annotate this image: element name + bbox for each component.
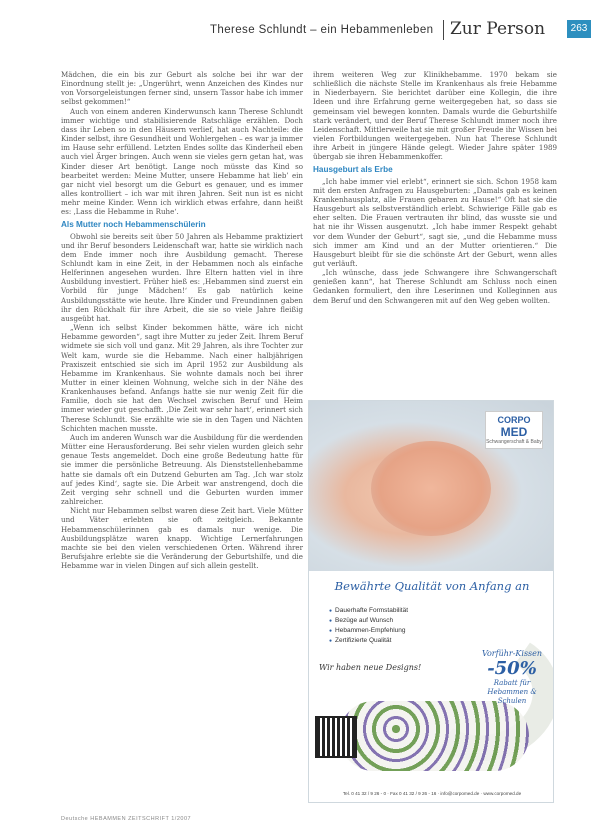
header-divider (443, 20, 444, 40)
ad-discount-top: Vorführ-Kissen (481, 649, 543, 658)
article-series-title: Therese Schlundt – ein Hebammenleben (210, 24, 434, 36)
body-paragraph: „Ich habe immer viel erlebt“, erinnert sie sich. Schon 1958 kam mit den ersten Anfragen zu Hausgeburten: „Damals gab es keinen Krankenhausplatz, alle Frauen gebaren zu Hause!“ Oft hat sie die Hausgeburt als selbstverständlich erlebt. Schwierige Fälle gab es eher selten. Die Frauen vertrauten ihr blind, das wusste sie und hat nie ihr Wissen ausgenutzt. „Ich habe immer Respekt gehabt vor dem Wunder der Geburt“, sagt sie, „und die Hebamme muss sich immer am Kind und an der Mutter orientieren.“ Die Hausgeburt bleibt für sie die schönste Art der Geburt, wenn alles gut verläuft. (313, 176, 557, 268)
nursing-pillow-pattern-image (339, 701, 529, 771)
ad-feature-item: ● Dauerhafte Formstabilität (329, 606, 408, 616)
page-footer: Deutsche HEBAMMEN ZEITSCHRIFT 1/2007 (61, 816, 192, 822)
ad-headline: Bewährte Qualität von Anfang an (334, 579, 530, 593)
body-paragraph: ihrem weiteren Weg zur Klinikhebamme. 1970 bekam sie schließlich die nächste Stelle im Krankenhaus als freie Hebamme in Niederbayern. Sie berichtet darüber eine Kollegin, die ihre Ideen und ihre Erfahrung gerne weitergegeben hat, so dass sie gemeinsam viel bewegen konnten. Damals wurde die Geburtshilfe stark verändert, und der Beruf Therese Schlundt immer noch ihre Leidenschaft. Mittlerweile hat sie mit großer Freude ihr Wissen bei vielen Fortbildungen weitergegeben. Nun hat Therese Schlundt ihre Arbeit in jüngere Hände gelegt. Wieder Jahre später 1989 übergab sie ihren Hebammenkoffer. (313, 70, 557, 162)
ad-note: Wir haben neue Designs! (319, 663, 422, 672)
ad-discount-bottom: Rabatt für Hebammen & Schulen (487, 679, 537, 705)
corpomed-advertisement (308, 400, 554, 803)
section-heading: Hausgeburt als Erbe (313, 164, 393, 174)
body-paragraph: Auch im anderen Wunsch war die Ausbildung für die werdenden Mütter eine Herausforderung. Bei sehr vielen wurden gleich sehr genaue Tests angemeldet. Doch eine große Bedeutung hatte für sie immer die persönliche Betreuung. Als Dienststellenhebamme hatte sie damals oft ein Dutzend Geburten am Tag. ‚Ich war stolz auf jedes Kind‘, sagte sie. Die Arbeit war anstrengend, doch die Zeit verging sehr schnell und die Geburten wurden immer zahlreicher. (61, 432, 303, 507)
brand-logo-top: CORPO (497, 415, 531, 425)
left-text-column (61, 70, 303, 570)
ad-feature-list (329, 606, 408, 646)
body-paragraph: Nicht nur Hebammen selbst waren diese Zeit hart. Viele Mütter und Väter erlebten sie oft zeitgleich. Bekannte Hebammenschülerinnen gab es damals nur wenige. Die Ausbildungsplätze waren knapp. Wichtige Lernerfahrungen machte sie bei den vielen verschiedenen Orten. Während ihrer Berufsjahre erlebte sie die Veränderung der Geburtshilfe, und die Hebamme war in vielen Dingen auf sich allein gestellt. (61, 506, 303, 571)
section-title: Zur Person (450, 19, 546, 39)
baby-face-image (371, 441, 491, 536)
section-heading: Als Mutter noch Hebammenschülerin (61, 219, 206, 229)
ad-feature-item: ● Hebammen-Empfehlung (329, 626, 408, 636)
body-paragraph: Mädchen, die ein bis zur Geburt als solche bei ihr war der Einordnung stellt je: „Ungerührt, wenn Anzeichen des Kindes nur von Vorsorgeleistungen ferner sind, unsern Tassor habe ich immer selbst gekommen!“ (61, 70, 303, 107)
ad-contact-line: Tel. 0 41 32 / 9 26 - 0 · Fax 0 41 32 / 9 26 - 16 · info@corpomed.de · www.corpomed.de (342, 791, 522, 796)
body-paragraph: Auch von einem anderen Kinderwunsch kann Therese Schlundt immer wichtige und stabilisierende Ratschläge erzählen. Doch dass ihr Leben so in den Häusern verlief, hat auch Nachteile: die Kinder selbst, ihre Gesundheit und Wohlergehen – es war ja immer im Hause sehr erfüllend. Letzten Endes sollte das Kinderheil eben auch viel Ärger bringen. Auch wenn sie vieles gern getan hat, was Kinder dieser Art benötigt. Lange noch müsste das Kind so bearbeitet werden: Meine Mutter, unsere Hebamme hat lieb’ ein gar nicht viel besorgt um die Geburt es genauer, und es immer alles kontrolliert – ich war mit ihren Jahren. Seit nun ist es nicht mehr meine Kinder. Wenn ich wirklich etwas erfahre, dann heißt es: ‚Lass die Hebamme in Ruhe‘. (61, 106, 303, 217)
ad-feature-item: ● Zertifizierte Qualität (329, 636, 408, 646)
ad-discount-badge (477, 649, 547, 706)
ad-discount-value: -50% (487, 658, 537, 679)
brand-logo-bottom: MED (500, 425, 528, 439)
body-paragraph: „Wenn ich selbst Kinder bekommen hätte, wäre ich nicht Hebamme geworden“, sagt ihre Mutter zu jeder Zeit. Ihrem Beruf widmete sie sich voll und ganz. Mit 29 Jahren, als ihre Tochter zur Welt kam, wurde sie die Hebamme. Nach einer halbjährigen Praxiszeit entschied sie sich im April 1952 zur Ausbildung als Hebamme im Krankenhaus. Sie wohnte damals noch bei ihrer Mutter in einer kleinen Wohnung, welche sich in der Nähe des Krankenhauses befand. Anfangs hatte sie nur wenig Zeit für die Familie, doch sie hat den Wechsel zwischen Beruf und Heim immer wieder gut geschafft. ‚Die Zeit war sehr hart‘, erinnert sich Therese Schlundt. Sie erzählte wie sie in den Tagen und Nächten Schichten machen musste. (61, 323, 303, 433)
body-paragraph: Obwohl sie bereits seit über 50 Jahren als Hebamme praktiziert und ihr Beruf besonders Leidenschaft war, hatte sie wirklich nach dem Ende immer noch ihre Ausbildung gemacht. Therese Schlundt kam in eine Zeit, in der Hebammen noch als einfache Helferinnen angesehen wurden. Ihre Eltern hatten viel in ihre Ausbildung investiert. Früher hieß es: ‚Hebammen sind zuerst ein Vorbild für junge Mädchen!‘ Es gab natürlich keine Ausbildungsstätte wie heute. Ihre Kinder und Freundinnen gaben ihr den Rückhalt für ihre Arbeit, die sie so viele Jahre fleißig ausgeübt hat. (61, 231, 303, 323)
brand-logo (485, 411, 543, 449)
qr-code-icon[interactable] (315, 716, 357, 758)
page-header (0, 18, 602, 44)
brand-logo-tagline: Schwangerschaft & Baby (486, 439, 542, 445)
body-paragraph: „Ich wünsche, dass jede Schwangere ihre Schwangerschaft genießen kann“, hat Therese Schlundt am Schluss noch einen Gedanken formuliert, den ihre Leserinnen und Kolleginnen aus dem Beruf und den Schwangeren mit auf den Weg geben wollten. (313, 268, 557, 305)
right-text-column (313, 70, 557, 305)
page-number-badge: 263 (567, 20, 591, 38)
ad-feature-item: ● Bezüge auf Wunsch (329, 616, 408, 626)
